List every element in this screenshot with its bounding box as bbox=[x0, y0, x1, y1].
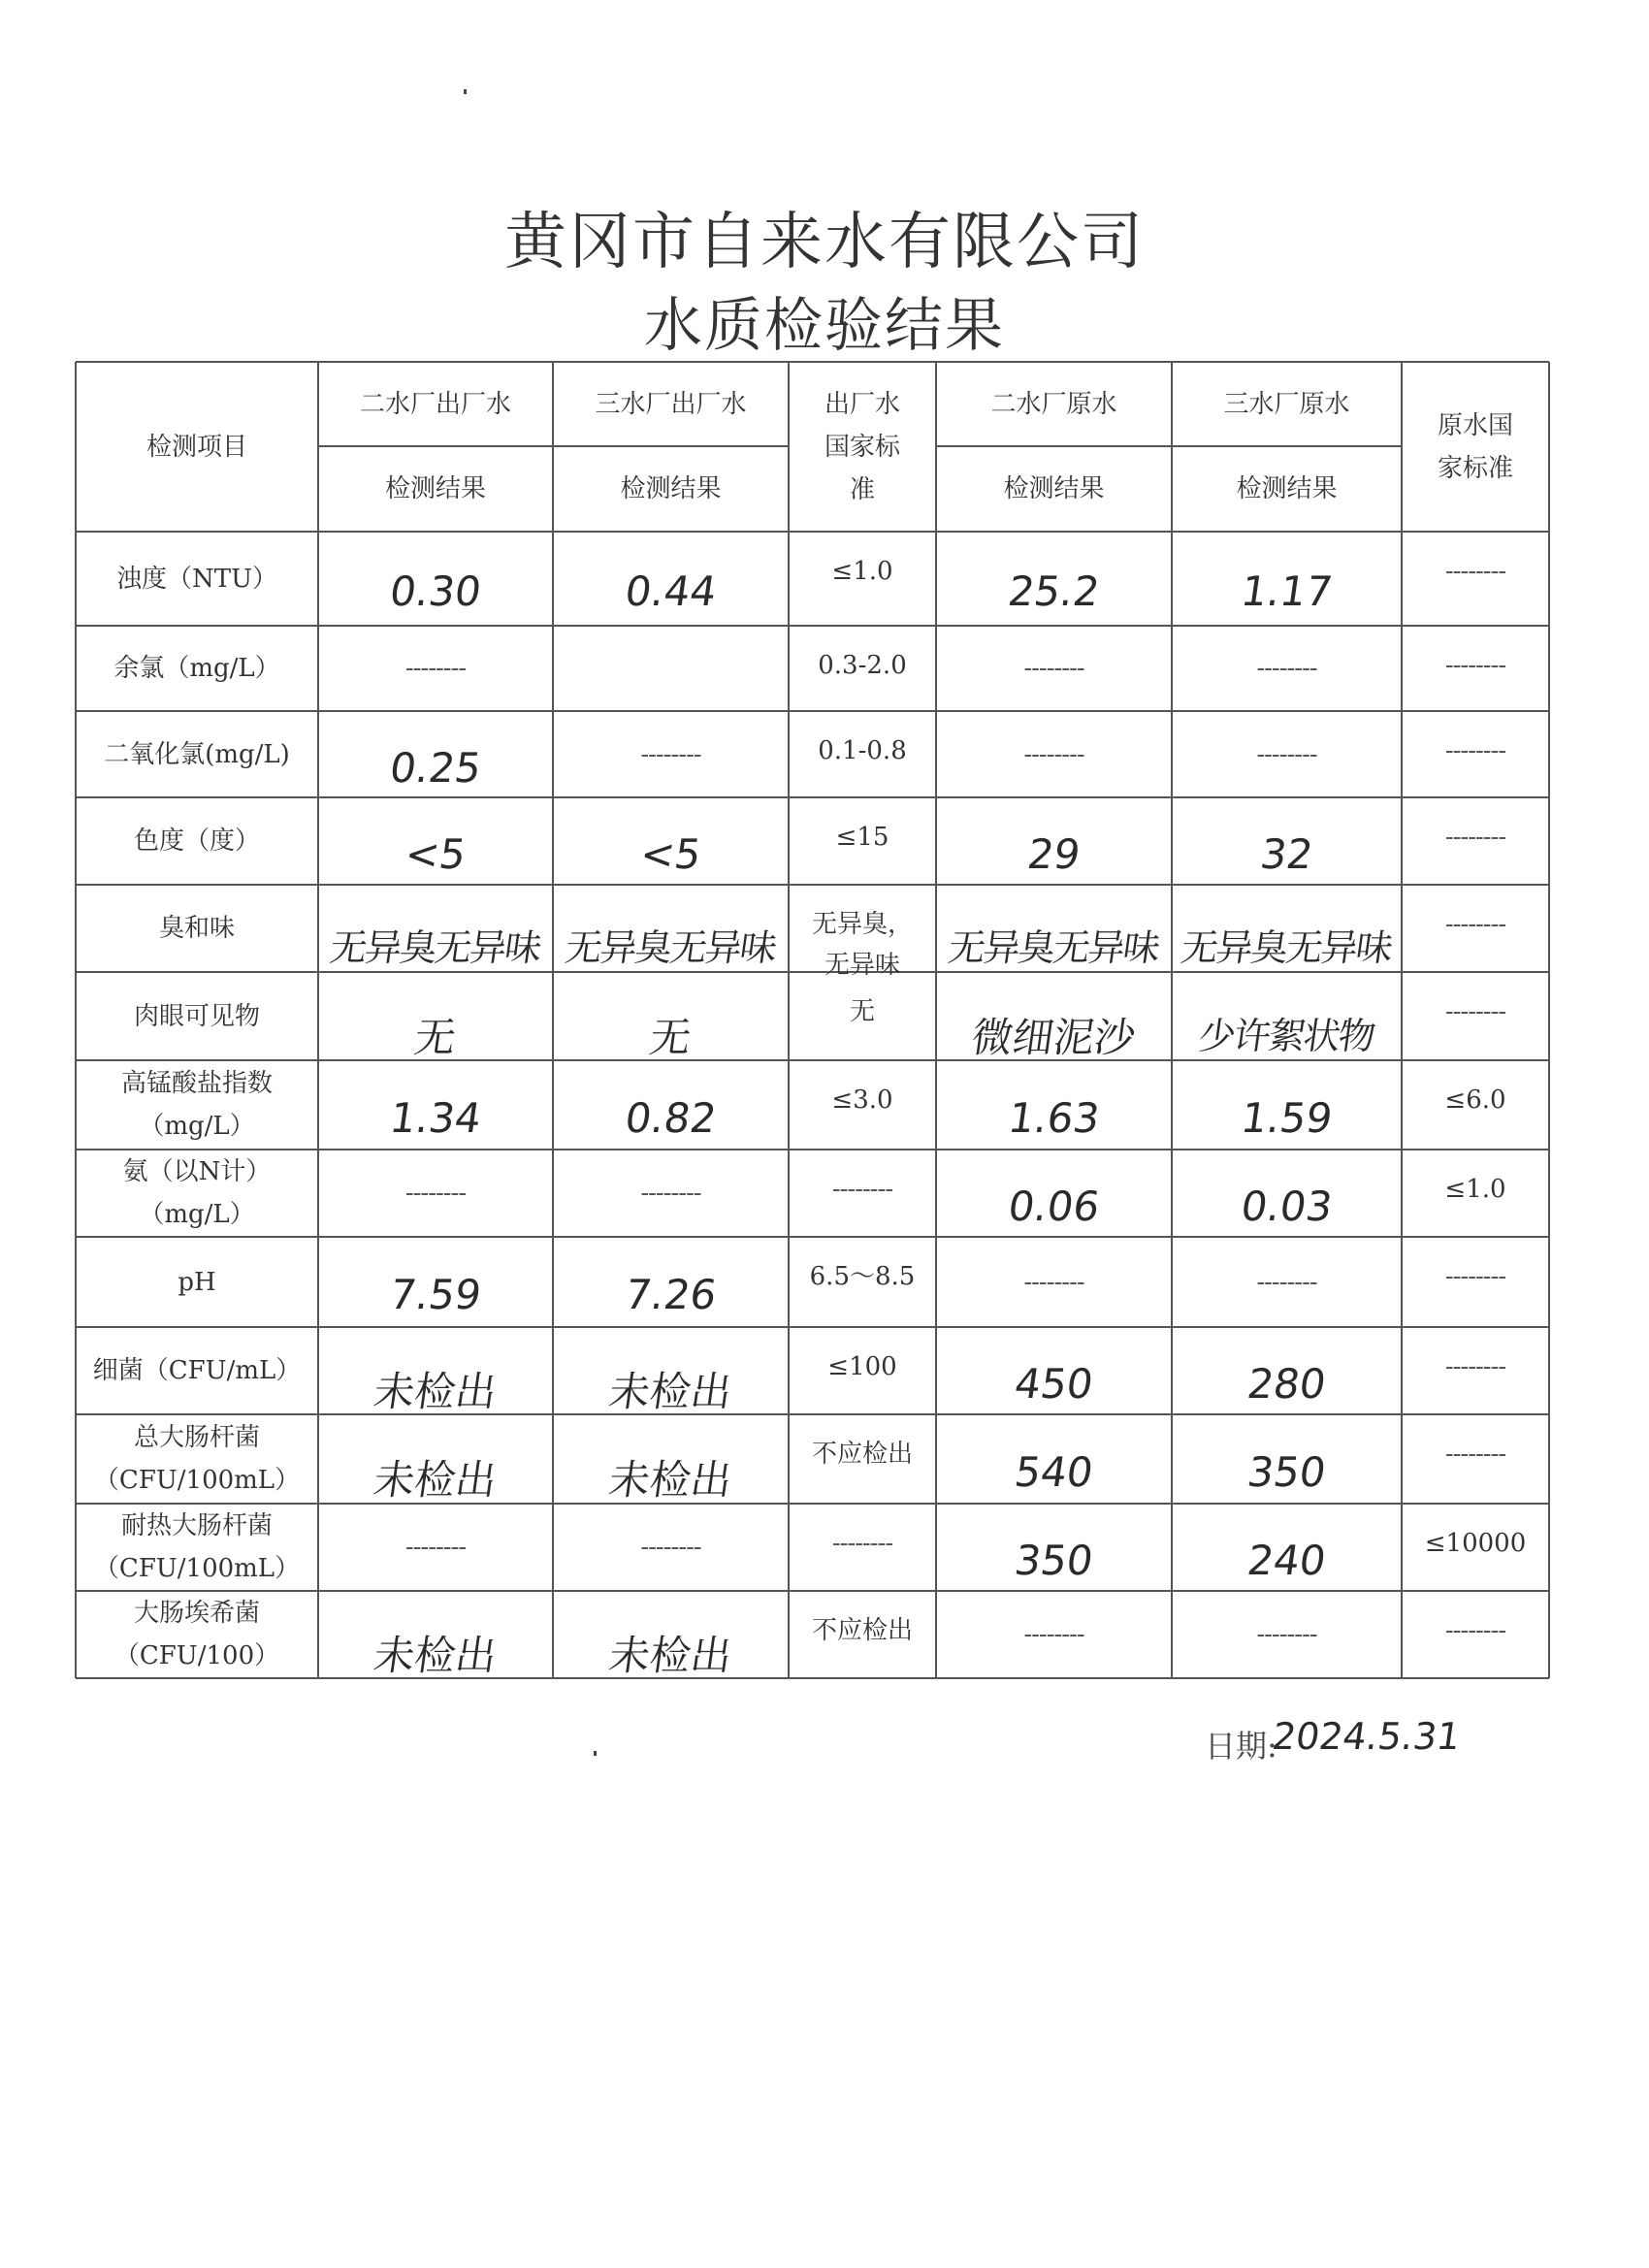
company-title: 黄冈市自来水有限公司 bbox=[504, 207, 1145, 278]
handwritten-value: 0.25 bbox=[386, 743, 485, 792]
empty-dash: -------- bbox=[1444, 910, 1506, 939]
empty-dash: -------- bbox=[1444, 1440, 1506, 1469]
standard-value: ≤6.0 bbox=[1444, 1085, 1506, 1115]
item-label: 色度（度） bbox=[133, 826, 260, 856]
handwritten-value: 1.63 bbox=[1005, 1093, 1103, 1142]
handwritten-value: 无 bbox=[411, 1013, 460, 1061]
handwritten-value: 450 bbox=[1011, 1360, 1097, 1409]
handwritten-value: 350 bbox=[1011, 1537, 1097, 1585]
handwritten-value: 0.44 bbox=[622, 567, 720, 615]
empty-dash: -------- bbox=[831, 1175, 893, 1204]
header-plant3-raw: 三水厂原水 bbox=[1223, 389, 1350, 419]
empty-dash: -------- bbox=[1444, 1616, 1506, 1645]
empty-dash: -------- bbox=[640, 1533, 701, 1562]
handwritten-value: 240 bbox=[1244, 1537, 1330, 1585]
handwritten-value: <5 bbox=[402, 830, 469, 879]
handwritten-value: 7.59 bbox=[386, 1271, 485, 1319]
header-plant3-out: 三水厂出厂水 bbox=[595, 389, 747, 419]
item-label: 余氯（mg/L） bbox=[113, 654, 280, 683]
standard-value: 0.1-0.8 bbox=[818, 736, 907, 765]
item-label: 大肠埃希菌（CFU/100） bbox=[113, 1599, 280, 1670]
empty-dash: -------- bbox=[831, 1529, 893, 1558]
handwritten-value: 无异臭无异味 bbox=[1178, 926, 1395, 970]
empty-dash: -------- bbox=[1023, 654, 1084, 683]
handwritten-value: 280 bbox=[1244, 1360, 1330, 1409]
report-title: 水质检验结果 bbox=[644, 292, 1005, 360]
empty-dash: -------- bbox=[640, 1179, 701, 1208]
handwritten-value: 7.26 bbox=[622, 1271, 720, 1319]
item-label: 浊度（NTU） bbox=[115, 564, 277, 594]
item-label: 耐热大肠杆菌（CFU/100mL） bbox=[93, 1511, 301, 1583]
handwritten-value: 无异臭无异味 bbox=[327, 926, 543, 970]
empty-dash: -------- bbox=[1444, 1262, 1506, 1291]
header-item: 检测项目 bbox=[146, 432, 247, 462]
header-plant2-raw: 二水厂原水 bbox=[990, 389, 1117, 419]
empty-dash: -------- bbox=[1444, 823, 1506, 852]
item-label: pH bbox=[178, 1267, 216, 1297]
handwritten-value: 350 bbox=[1244, 1447, 1330, 1496]
header-std-raw: 原水国家标准 bbox=[1437, 410, 1513, 483]
empty-dash: -------- bbox=[1256, 1267, 1317, 1297]
handwritten-value: 未检出 bbox=[605, 1632, 735, 1680]
empty-dash: -------- bbox=[404, 1533, 467, 1562]
empty-dash: -------- bbox=[1444, 651, 1506, 680]
standard-value: ≤1.0 bbox=[831, 557, 893, 586]
handwritten-value: 29 bbox=[1024, 830, 1083, 879]
handwritten-value: 0.03 bbox=[1238, 1183, 1336, 1231]
handwritten-value: 未检出 bbox=[371, 1368, 501, 1416]
standard-value: 无 bbox=[849, 997, 875, 1026]
handwritten-value: 无异臭无异味 bbox=[945, 926, 1162, 970]
standard-value: ≤1.0 bbox=[1444, 1175, 1506, 1204]
header-plant2-out-sub: 检测结果 bbox=[384, 474, 486, 503]
empty-dash: -------- bbox=[640, 739, 701, 769]
handwritten-value: 1.17 bbox=[1238, 567, 1336, 615]
standard-value: ≤10000 bbox=[1424, 1529, 1527, 1558]
scan-speck bbox=[594, 1751, 597, 1756]
standard-value bbox=[570, 626, 771, 711]
handwritten-value: 540 bbox=[1011, 1447, 1097, 1496]
item-label: 二氧化氯(mg/L) bbox=[104, 739, 290, 769]
item-label: 总大肠杆菌（CFU/100mL） bbox=[93, 1423, 301, 1495]
header-plant2-raw-sub: 检测结果 bbox=[1003, 474, 1105, 503]
handwritten-value: 0.82 bbox=[622, 1093, 720, 1142]
empty-dash: -------- bbox=[1444, 1352, 1506, 1381]
scan-speck bbox=[464, 89, 467, 94]
item-label: 肉眼可见物 bbox=[133, 1001, 260, 1031]
handwritten-value: 未检出 bbox=[605, 1368, 735, 1416]
handwritten-value: 1.34 bbox=[386, 1093, 485, 1142]
handwritten-value: 微细泥沙 bbox=[968, 1013, 1139, 1061]
handwritten-value: 32 bbox=[1257, 830, 1316, 879]
empty-dash: -------- bbox=[1256, 739, 1317, 769]
header-plant3-out-sub: 检测结果 bbox=[620, 474, 722, 503]
handwritten-value: 0.06 bbox=[1005, 1183, 1103, 1231]
standard-value: ≤100 bbox=[827, 1352, 897, 1381]
empty-dash: -------- bbox=[1023, 1267, 1084, 1297]
item-label: 氨（以N计）（mg/L） bbox=[122, 1157, 272, 1229]
empty-dash: -------- bbox=[1444, 736, 1506, 765]
standard-value: ≤15 bbox=[835, 823, 889, 852]
handwritten-value: 未检出 bbox=[371, 1632, 501, 1680]
empty-dash: -------- bbox=[1444, 997, 1506, 1026]
handwritten-value: 无 bbox=[646, 1013, 695, 1061]
handwritten-value: 1.59 bbox=[1238, 1093, 1336, 1142]
header-plant3-raw-sub: 检测结果 bbox=[1236, 474, 1338, 503]
handwritten-value: 少许絮状物 bbox=[1195, 1014, 1377, 1057]
standard-value: 0.3-2.0 bbox=[818, 651, 907, 680]
handwritten-value: 0.30 bbox=[386, 567, 485, 615]
empty-dash: -------- bbox=[1023, 739, 1084, 769]
handwritten-value: <5 bbox=[637, 830, 704, 879]
header-std-out: 出厂水国家标准 bbox=[824, 389, 900, 504]
handwritten-value: 未检出 bbox=[605, 1455, 735, 1504]
handwritten-value: 无异臭无异味 bbox=[562, 926, 779, 970]
empty-dash: -------- bbox=[404, 654, 467, 683]
standard-value: 不应检出 bbox=[811, 1440, 913, 1469]
standard-value: 无异臭，无异味 bbox=[811, 910, 913, 980]
handwritten-value: 25.2 bbox=[1005, 567, 1103, 615]
standard-value: ≤3.0 bbox=[831, 1085, 893, 1115]
header-plant2-out: 二水厂出厂水 bbox=[359, 389, 511, 419]
date-value: 2024.5.31 bbox=[1269, 1715, 1464, 1758]
item-label: 细菌（CFU/mL） bbox=[92, 1356, 302, 1385]
item-label: 高锰酸盐指数（mg/L） bbox=[120, 1069, 273, 1141]
empty-dash: -------- bbox=[1444, 557, 1506, 586]
empty-dash: -------- bbox=[1023, 1620, 1084, 1649]
empty-dash: -------- bbox=[404, 1179, 467, 1208]
date-label: 日期: bbox=[1205, 1728, 1277, 1765]
empty-dash: -------- bbox=[1256, 654, 1317, 683]
standard-value: 不应检出 bbox=[811, 1616, 913, 1645]
standard-value: 6.5～8.5 bbox=[809, 1262, 916, 1291]
empty-dash: -------- bbox=[1256, 1620, 1317, 1649]
item-label: 臭和味 bbox=[158, 914, 235, 943]
handwritten-value: 未检出 bbox=[371, 1455, 501, 1504]
